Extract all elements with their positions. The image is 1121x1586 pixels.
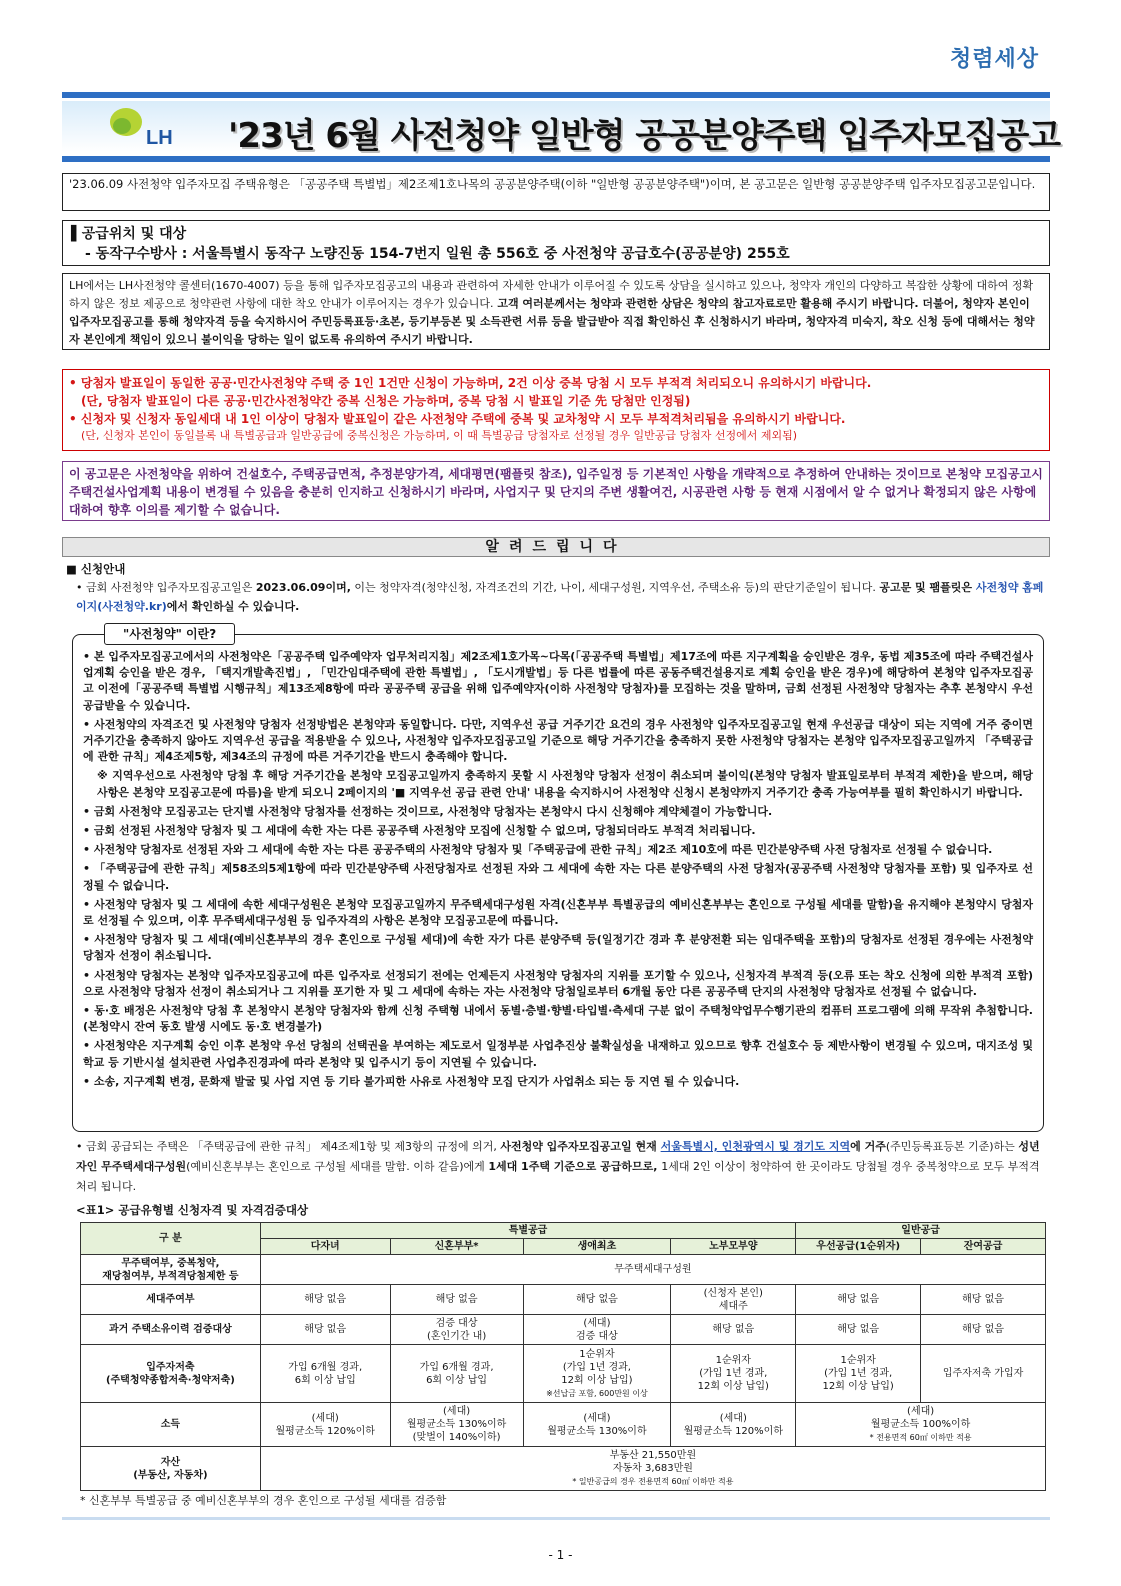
- cell-text: 1순위자 (가입 1년 경과, 12회 이상 납입): [561, 1348, 633, 1386]
- table-header: 신혼부부*: [390, 1239, 523, 1255]
- definition-item: • 사전청약은 지구계획 승인 이후 본청약 우선 당첨의 선택권을 부여하는 제도로서 일정부분 사업추진상 불확실성을 내재하고 있으므로 향후 건설호수 등 제반사항이 변경될 수 있으며, 대지조성 및 학교 등 기반시설 설치관련 사업추진경과에 따라 본청약 및 입주시기 등이 지연될 수 있습니다.: [83, 1039, 1033, 1069]
- table-cell: (세대) 월평균소득 130%이하 (맞벌이 140%이하): [390, 1403, 523, 1447]
- table-header: 노부모부양: [671, 1239, 796, 1255]
- definition-item: • 사전청약 당첨자 및 그 세대에 속한 세대구성원은 본청약 모집공고일까지 무주택세대구성원 자격(신혼부부 특별공급의 예비신혼부부는 혼인으로 구성될 세대를 말함)을 유지해야 본청약시 당첨자로 선정될 수 있으며, 이후 무주택세대구성원 등 입주자격의 사항은 본청약 모집공고문에 따릅니다.: [83, 897, 1033, 928]
- bullet-text: 1세대 1주택 기준: [488, 1160, 576, 1173]
- bullet-text: 1세대 2인 이상이 청약하여 한 곳이라도 당첨될 경우 중복청약으로 모두 부적격처리 됩니다.: [76, 1160, 1040, 1193]
- eligibility-bullet: [76, 1137, 1046, 1197]
- table-cell: [260, 1447, 1045, 1491]
- row-label: 과거 주택소유이력 검증대상: [81, 1315, 261, 1345]
- brand-logo: 청렴세상: [949, 47, 1039, 72]
- lh-logo-text: LH: [146, 127, 173, 149]
- table-row: [81, 1403, 1046, 1447]
- table-cell: 입주자저축 가입자: [921, 1345, 1046, 1403]
- page-number: - 1 -: [548, 1548, 573, 1562]
- definition-item: • 본 입주자모집공고에서의 사전청약은「공공주택 입주예약자 업무처리지침」제2조제1호가목~다목(「공공주택 특별법」제17조에 따른 지구계획을 승인받은 경우, 동법 제35조에 따라 주택건설사업계획 승인을 받은 경우, 「택지개발촉진법」, 「민간임대주택에 관한 특별법」, 「도시개발법」등 다른 법률에 따른 공동주택건설용지로 계획 승인을 받은 경우)에 해당하여 본청약 입주자모집공고 이전에「공공주택 특별법 시행규칙」제13조제8항에 따라 공공주택 공급을 위해 입주예약자(이하 사전청약 당첨자)를 모집하는 것을 말하며, 금회 선정된 사전청약 당첨자는 추후 본청약시 우선 공급받을 수 있습니다.: [83, 650, 1033, 712]
- table-cell: 해당 없음: [921, 1315, 1046, 1345]
- table-cell: (세대) 검증 대상: [523, 1315, 671, 1345]
- table-row: [81, 1447, 1046, 1491]
- info-section-header: 알려드립니다: [62, 537, 1050, 557]
- table-cell: (세대) 월평균소득 130%이하: [523, 1403, 671, 1447]
- row-label: 입주자저축 (주택청약종합저축·청약저축): [81, 1345, 261, 1403]
- supply-location-heading: ▌공급위치 및 대상: [71, 226, 187, 242]
- announcement-date-bullet: [76, 578, 1046, 616]
- definition-item: • 사전청약 당첨자로 선정된 자와 그 세대에 속한 자는 다른 공공주택의 사전청약 당첨자 및「주택공급에 관한 규칙」제2조 제10호에 따른 민간분양주택 사전 당첨자로 선정될 수 없습니다.: [83, 843, 993, 857]
- bullet-text: 성년자인 무주택세대구성원: [76, 1140, 1040, 1173]
- row-label: 소득: [81, 1403, 261, 1447]
- bullet-text: 사전청약 입주자모집공고일 현재: [500, 1140, 661, 1153]
- cell-text: (세대) 월평균소득 100%이하: [870, 1406, 971, 1430]
- disclaimer-box: 이 공고문은 사전청약을 위하여 건설호수, 주택공급면적, 추정분양가격, 세대평면(팸플릿 참조), 입주일정 등 기본적인 사항을 개략적으로 추정하여 안내하는 것이므로 본청약 모집공고시 주택건설사업계획 내용이 변경될 수 있음을 충분히 인지하고 신청하시기 바라며, 사업지구 및 단지의 주변 생활여건, 시공관련 사항 등 현재 시점에서 알 수 없거나 확정되지 않은 사항에 대하여 향후 이의를 제기할 수 없습니다.: [62, 461, 1050, 521]
- supply-location-detail: - 동작구수방사 : 서울특별시 동작구 노량진동 154-7번지 일원 총 556호 중 사전청약 공급호수(공공분양) 255호: [85, 246, 790, 262]
- table-cell: 가입 6개월 경과, 6회 이상 납입: [260, 1345, 390, 1403]
- table-cell: 해당 없음: [260, 1285, 390, 1315]
- lh-logo-icon: [86, 104, 146, 154]
- table-header: 일반공급: [796, 1223, 1046, 1239]
- warning-2: • 신청자 및 신청자 동일세대 내 1인 이상이 당첨자 발표일이 같은 사전청약 주택에 중복 및 교차청약 시 모두 부적격처리됨을 유의하시기 바랍니다.: [69, 412, 846, 426]
- page-title: '23년 6월 사전청약 일반형 공공분양주택 입주자모집공고: [228, 116, 1061, 156]
- table-header: 우선공급(1순위자): [796, 1239, 921, 1255]
- definition-item: • 금회 사전청약 모집공고는 단지별 사전청약 당첨자를 선정하는 것이므로, 사전청약 당첨자는 본청약시 다시 신청해야 계약체결이 가능합니다.: [83, 804, 773, 818]
- consultation-notice: [62, 273, 1050, 350]
- table-cell: 해당 없음: [671, 1315, 796, 1345]
- table-footnote: * 신혼부부 특별공급 중 예비신혼부부의 경우 혼인으로 구성될 세대를 검증함: [80, 1494, 447, 1507]
- definition-item: • 소송, 지구계획 변경, 문화재 발굴 및 사업 지연 등 기타 불가피한 사유로 사전청약 모집 단지가 사업취소 되는 등 지연 될 수 있습니다.: [83, 1074, 740, 1088]
- eligible-region: 서울특별시, 인천광역시 및 경기도 지역: [660, 1140, 851, 1153]
- row-label: 세대주여부: [81, 1285, 261, 1315]
- table-cell: (세대) 월평균소득 120%이하: [671, 1403, 796, 1447]
- bullet-text: 공고문 및 팸플릿은: [879, 581, 976, 594]
- table-row: [81, 1255, 1046, 1285]
- table-header: 특별공급: [260, 1223, 795, 1239]
- bullet-text: • 금회 사전청약 입주자모집공고일은: [76, 581, 256, 594]
- table-cell: 무주택세대구성원: [260, 1255, 1045, 1285]
- table-cell: [523, 1345, 671, 1403]
- definition-item: • 사전청약 당첨자 및 그 세대(예비신혼부부의 경우 혼인으로 구성될 세대)에 속한 자가 다른 분양주택 등(일정기간 경과 후 분양전환 되는 임대주택을 포함)의 당첨자로 선정된 경우에는 사전청약 당첨자 선정이 취소됩니다.: [83, 933, 1033, 963]
- bullet-text: 으로 공급하므로,: [575, 1160, 662, 1173]
- definition-item: • 「주택공급에 관한 규칙」제58조의5제1항에 따라 민간분양주택 사전당첨자로 선정된 자와 그 세대에 속한 자는 다른 분양주택의 사전 당첨자(공공주택 사전청약 당첨자를 포함) 및 입주자로 선정될 수 없습니다.: [83, 862, 1033, 892]
- table-cell: [796, 1403, 1046, 1447]
- row-label: 자산 (부동산, 자동차): [81, 1447, 261, 1491]
- definition-item: • 사전청약 당첨자는 본청약 입주자모집공고에 따른 입주자로 선정되기 전에는 언제든지 사전청약 당첨자의 지위를 포기할 수 있으나, 신청자격 부적격 등(오류 또는 착오 신청에 의한 부적격 포함)으로 사전청약 당첨자 선정이 취소되거나 그 지위를 포기한 자 및 그 세대에 속하는 자는 사전청약 당첨일로부터 6개월 동안 다른 공공주택 단지의 사전청약 당첨자로 선정될 수 없습니다.: [83, 968, 1033, 998]
- cell-note: ※선납금 포함, 600만원 이상: [546, 1388, 648, 1398]
- table-cell: (세대) 월평균소득 120%이하: [260, 1403, 390, 1447]
- definition-item: • 동·호 배정은 사전청약 당첨 후 본청약시 본청약 당첨자와 함께 신청 주택형 내에서 동별·층별·향별·타입별·측세대 구분 없이 주택청약업무수행기관의 컴퓨터 프로그램에 의해 무작위 추첨합니다. (본청약시 잔여 동호 발생 시에도 동·호 변경불가): [83, 1004, 1033, 1034]
- supply-location-box: [62, 220, 1050, 266]
- duplicate-warning-box: [62, 369, 1050, 451]
- preorder-homepage-link[interactable]: 사전청약 홈페이지(사전청약.kr): [76, 581, 1044, 613]
- preorder-definition-label: "사전청약" 이란?: [104, 623, 235, 645]
- table-cell: 가입 6개월 경과, 6회 이상 납입: [390, 1345, 523, 1403]
- table-caption: <표1> 공급유형별 신청자격 및 자격검증대상: [76, 1203, 309, 1217]
- intro-box: '23.06.09 사전청약 입주자모집 주택유형은 「공공주택 특별법」제2조제1호나목의 공공분양주택(이하 "일반형 공공분양주택")이며, 본 공고문은 일반형 공공분양주택 입주자모집공고문입니다.: [62, 173, 1050, 211]
- bullet-text: 이는 청약자격(청약신청, 자격조건의 기간, 나이, 세대구성원, 지역우선, 주택소유 등)의 판단기준일이 됩니다.: [350, 581, 880, 594]
- table-row: [81, 1315, 1046, 1345]
- table-cell: 1순위자 (가입 1년 경과, 12회 이상 납입): [671, 1345, 796, 1403]
- table-cell: 1순위자 (가입 1년 경과, 12회 이상 납입): [796, 1345, 921, 1403]
- warning-2-sub: (단, 신청자 본인이 동일블록 내 특별공급과 일반공급에 중복신청은 가능하며, 이 때 특별공급 당첨자로 선정될 경우 일반공급 당첨자 선정에서 제외됨): [81, 429, 798, 442]
- warning-1: • 당첨자 발표일이 동일한 공공·민간사전청약 주택 중 1인 1건만 신청이 가능하며, 2건 이상 중복 당첨 시 모두 부적격 처리되오니 유의하시기 바랍니다.: [69, 376, 872, 390]
- definition-item: • 금회 선정된 사전청약 당첨자 및 그 세대에 속한 자는 다른 공공주택 사전청약 모집에 신청할 수 없으며, 당첨되더라도 부적격 처리됩니다.: [83, 824, 756, 838]
- warning-1-sub: (단, 당첨자 발표일이 다른 공공·민간사전청약간 중복 신청은 가능하며, 중복 당첨 시 발표일 기준 先 당첨만 인정됨): [81, 394, 691, 408]
- bullet-text: 에서 확인하실 수 있습니다.: [166, 600, 300, 613]
- table-header: 다자녀: [260, 1239, 390, 1255]
- announcement-date: 2023.06.09이며,: [255, 581, 351, 594]
- table-cell: 해당 없음: [390, 1285, 523, 1315]
- table-cell: 해당 없음: [921, 1285, 1046, 1315]
- table-header: 구 분: [81, 1223, 261, 1255]
- table-cell: 해당 없음: [796, 1285, 921, 1315]
- row-label: 무주택여부, 중복청약, 재당첨여부, 부적격당첨제한 등: [81, 1255, 261, 1285]
- definition-item: • 사전청약의 자격조건 및 사전청약 당첨자 선정방법은 본청약과 동일합니다. 다만, 지역우선 공급 거주기간 요건의 경우 사전청약 입주자모집공고일 현재 우선공급 대상이 되는 지역에 거주 중이면 거주기간을 충족하지 않아도 지역우선 공급을 적용받을 수 있으나, 사전청약 입주자모집공고일 기준으로 해당 거주기간을 충족하지 못한 사전청약 당첨자는 본청약 입주자모집공고일까지 「주택공급에 관한 규칙」제4조제5항, 제34조의 규정에 따른 거주기간을 반드시 충족해야 합니다.: [83, 717, 1033, 764]
- eligibility-table: [80, 1222, 1046, 1491]
- definition-note: ※ 지역우선으로 사전청약 당첨 후 해당 거주기간을 본청약 모집공고일까지 충족하지 못할 시 사전청약 당첨자 선정이 취소되며 불이익(본청약 당첨자 발표일로부터 부적격 제한)을 받으며, 해당 사항은 본청약 모집공고문에 따름)을 받게 되오니 2페이지의 '■ 지역우선 공급 관련 안내' 내용을 숙지하시어 사전청약 신청시 본청약까지 거주기간 충족 가능여부를 필히 확인하시기 바랍니다.: [97, 769, 1033, 799]
- bullet-text: (예비신혼부부는 혼인으로 구성될 세대를 말함. 이하 같음)에게: [186, 1160, 489, 1173]
- application-guide-heading: ■ 신청안내: [66, 562, 126, 576]
- table-cell: 해당 없음: [523, 1285, 671, 1315]
- table-header: 생애최초: [523, 1239, 671, 1255]
- cell-note: * 전용면적 60㎡ 이하만 적용: [869, 1433, 972, 1442]
- notice-bold: 고객 여러분께서는 청약과 관련한 상담은 청약의 참고자료로만 활용해 주시기 바랍니다. 더불어, 청약자 본인이 입주자모집공고를 통해 청약자격 등을 숙지하시어 주민등록표등·초본, 등기부등본 및 소득관련 서류 등을 발급받아 직접 확인하신 후 신청하시기 바라며, 청약자격 미숙지, 착오 신청 등에 대해서는 청약자 본인에게 책임이 있으니 불이익을 당하는 일이 없도록 유의하여 주시기 바랍니다.: [69, 297, 1035, 346]
- table-cell: (신청자 본인) 세대주: [671, 1285, 796, 1315]
- bullet-text: (주민등록표등본 기준)하는: [885, 1140, 1019, 1153]
- table-row: [81, 1285, 1046, 1315]
- bullet-text: 에 거주: [850, 1140, 886, 1153]
- notice-normal: LH에서는 LH사전청약 콜센터(1670-4007) 등을 통해 입주자모집공고의 내용과 관련하여 자세한 안내가 이루어질 수 있도록 상담을 실시하고 있으나, 청약자 개인의 다양하고 복잡한 상황에 대하여 정확하지 않은 정보 제공으로 청약관련 사항에 대한 착오 안내가 이루어지는 경우가 있습니다.: [69, 279, 1034, 310]
- bullet-text: • 금회 공급되는 주택은 「주택공급에 관한 규칙」 제4조제1항 및 제3항의 규정에 의거,: [76, 1140, 501, 1153]
- cell-text: 부동산 21,550만원 자동차 3,683만원: [609, 1450, 697, 1474]
- table-cell: 검증 대상 (혼인기간 내): [390, 1315, 523, 1345]
- bottom-rule: [62, 1517, 1050, 1520]
- table-header: 잔여공급: [921, 1239, 1046, 1255]
- table-row: [81, 1345, 1046, 1403]
- table-row: [81, 1223, 1046, 1239]
- preorder-definition-box: [72, 634, 1044, 1132]
- table-cell: 해당 없음: [260, 1315, 390, 1345]
- table-cell: 해당 없음: [796, 1315, 921, 1345]
- cell-note: * 일반공급의 경우 전용면적 60㎡ 이하만 적용: [572, 1477, 734, 1486]
